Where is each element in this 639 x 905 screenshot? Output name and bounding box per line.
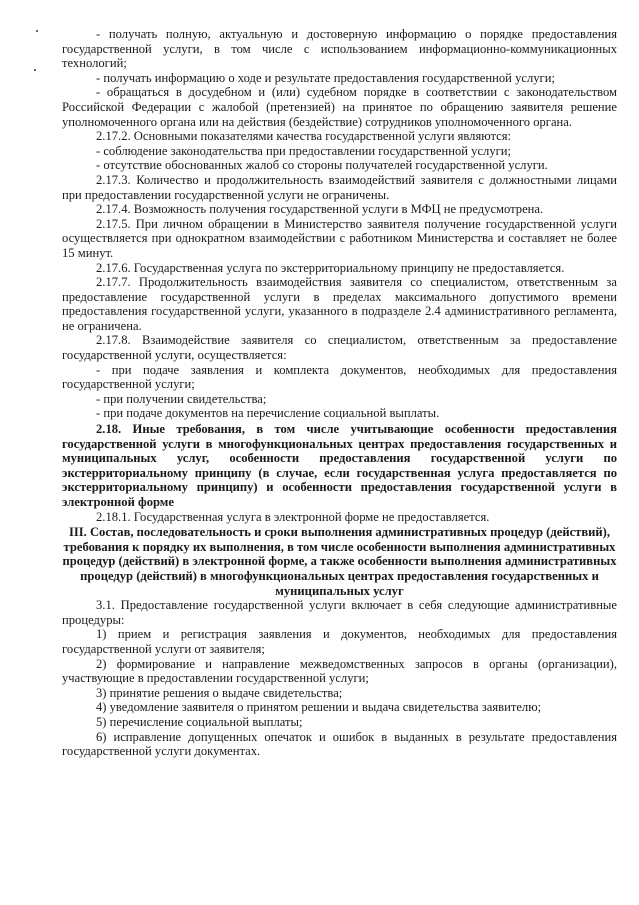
paragraph: - при получении свидетельства; — [96, 391, 267, 406]
paragraph: - соблюдение законодательства при предоставлении государственной услуги; — [96, 143, 512, 158]
paragraph: 2.17.3. Количество и продолжительность взаимодействий заявителя с должностными лицами при предоставлении государственной услуги не ограничены. — [62, 172, 617, 202]
procedure-item: 1) прием и регистрация заявления и документов, необходимых для предоставления государственной услуги от заявителя; — [62, 627, 617, 656]
scan-speck — [36, 30, 38, 32]
procedure-item: 2) формирование и направление межведомственных запросов в органы (организации), участвующие в предоставлении государственной услуги; — [62, 656, 617, 686]
paragraph: - получать полную, актуальную и достоверную информацию о порядке предоставления государственной услуги, в том числе с использованием информационно-коммуникационных технологий; — [62, 27, 617, 71]
paragraph: 2.18.1. Государственная услуга в электронной форме не предоставляется. — [96, 509, 490, 524]
paragraph: - отсутствие обоснованных жалоб со стороны получателей государственной услуги. — [96, 158, 548, 173]
paragraph: 2.17.4. Возможность получения государственной услуги в МФЦ не предусмотрена. — [96, 202, 544, 217]
paragraph: 2.17.5. При личном обращении в Министерство заявителя получение государственной услуги осуществляется при однократном взаимодействии с работником Министерства и составляет не более 15 минут. — [62, 216, 617, 260]
scan-speck — [34, 69, 36, 71]
procedure-item: 5) перечисление социальной выплаты; — [96, 714, 303, 729]
paragraph: - получать информацию о ходе и результате предоставления государственной услуги; — [96, 70, 555, 85]
procedure-item: 6) исправление допущенных опечаток и ошибок в выданных в результате предоставления государственной услуги документах. — [62, 729, 617, 759]
paragraph: 2.17.2. Основными показателями качества государственной услуги являются: — [96, 129, 512, 144]
section-2-18-heading: 2.18. Иные требования, в том числе учитывающие особенности предоставления государственной услуги в многофункциональных центрах предоставления государственных и муниципальных услуг, особенности предоставления государственной услуги по экстерриториальному принципу (в случае, если государственная услуга предоставляется по экстерриториальному принципу) и особенности предоставления государственной услуги в электронной форме — [62, 422, 617, 509]
procedure-item: 3) принятие решения о выдаче свидетельства; — [96, 685, 343, 700]
section-III-heading: III. Состав, последовательность и сроки выполнения административных процедур (действий), требования к порядку их выполнения, в том числе особенности выполнения административных процедур (действий) в электронной форме, а также особенности выполнения административных процедур (действий) в многофункциональных центрах предоставления государственных и муниципальных услуг — [62, 525, 617, 598]
paragraph: - при подаче документов на перечисление социальной выплаты. — [96, 406, 440, 421]
paragraph: 2.17.6. Государственная услуга по экстерриториальному принципу не предоставляется. — [96, 260, 565, 275]
paragraph: 3.1. Предоставление государственной услуги включает в себя следующие административные процедуры: — [62, 598, 617, 627]
procedure-item: 4) уведомление заявителя о принятом решении и выдача свидетельства заявителю; — [96, 700, 542, 715]
paragraph: 2.17.7. Продолжительность взаимодействия заявителя со специалистом, ответственным за предоставление государственной услуги в пределах максимального допустимого времени предоставления государственной услуги, указанного в подразделе 2.4 административного регламента, не ограничена. — [62, 275, 617, 333]
paragraph: - обращаться в досудебном и (или) судебном порядке в соответствии с законодательством Российской Федерации с жалобой (претензией) на принятое по обращению заявителя решение уполномоченного органа или на действия (бездействие) сотрудников уполномоченного органа. — [62, 85, 617, 129]
paragraph: - при подаче заявления и комплекта документов, необходимых для предоставления государственной услуги; — [62, 362, 617, 392]
paragraph: 2.17.8. Взаимодействие заявителя со специалистом, ответственным за предоставление государственной услуги, осуществляется: — [62, 333, 617, 363]
